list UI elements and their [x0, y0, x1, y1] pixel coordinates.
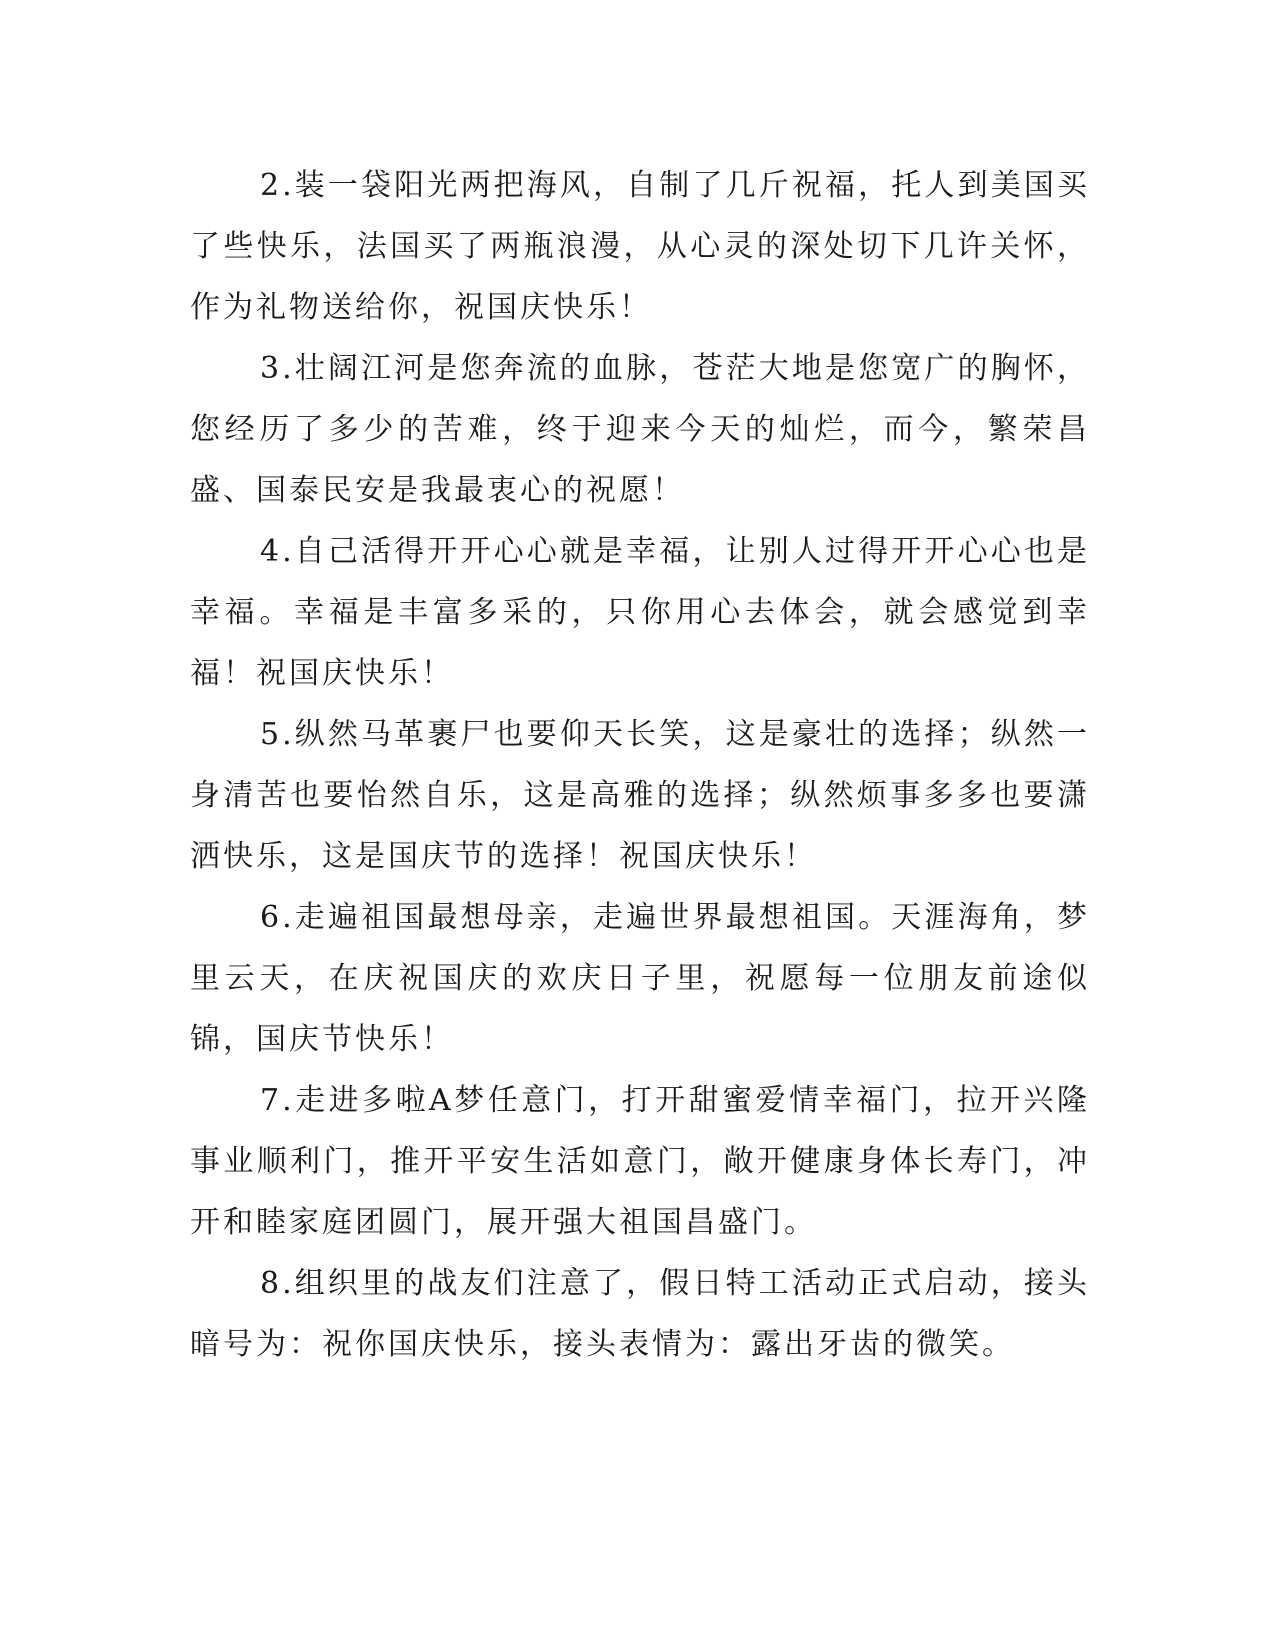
- document-body: [190, 155, 1090, 1375]
- paragraph-5: 5.纵然马革裹尸也要仰天长笑，这是豪壮的选择；纵然一身清苦也要怡然自乐，这是高雅的选择；纵然烦事多多也要潇洒快乐，这是国庆节的选择！祝国庆快乐！: [190, 717, 1090, 874]
- paragraph-4: 4.自己活得开开心心就是幸福，让别人过得开开心心也是幸福。幸福是丰富多采的，只你用心去体会，就会感觉到幸福！祝国庆快乐！: [190, 534, 1090, 691]
- paragraph-6: 6.走遍祖国最想母亲，走遍世界最想祖国。天涯海角，梦里云天，在庆祝国庆的欢庆日子里，祝愿每一位朋友前途似锦，国庆节快乐！: [190, 900, 1090, 1057]
- paragraph-8: 8.组织里的战友们注意了，假日特工活动正式启动，接头暗号为：祝你国庆快乐，接头表情为：露出牙齿的微笑。: [190, 1266, 1090, 1362]
- paragraph-3: 3.壮阔江河是您奔流的血脉，苍茫大地是您宽广的胸怀，您经历了多少的苦难，终于迎来今天的灿烂，而今，繁荣昌盛、国泰民安是我最衷心的祝愿！: [190, 351, 1090, 508]
- paragraph-7: 7.走进多啦A梦任意门，打开甜蜜爱情幸福门，拉开兴隆事业顺利门，推开平安生活如意门，敞开健康身体长寿门，冲开和睦家庭团圆门，展开强大祖国昌盛门。: [190, 1083, 1090, 1240]
- paragraph-2: 2.装一袋阳光两把海风，自制了几斤祝福，托人到美国买了些快乐，法国买了两瓶浪漫，从心灵的深处切下几许关怀，作为礼物送给你，祝国庆快乐！: [190, 168, 1090, 325]
